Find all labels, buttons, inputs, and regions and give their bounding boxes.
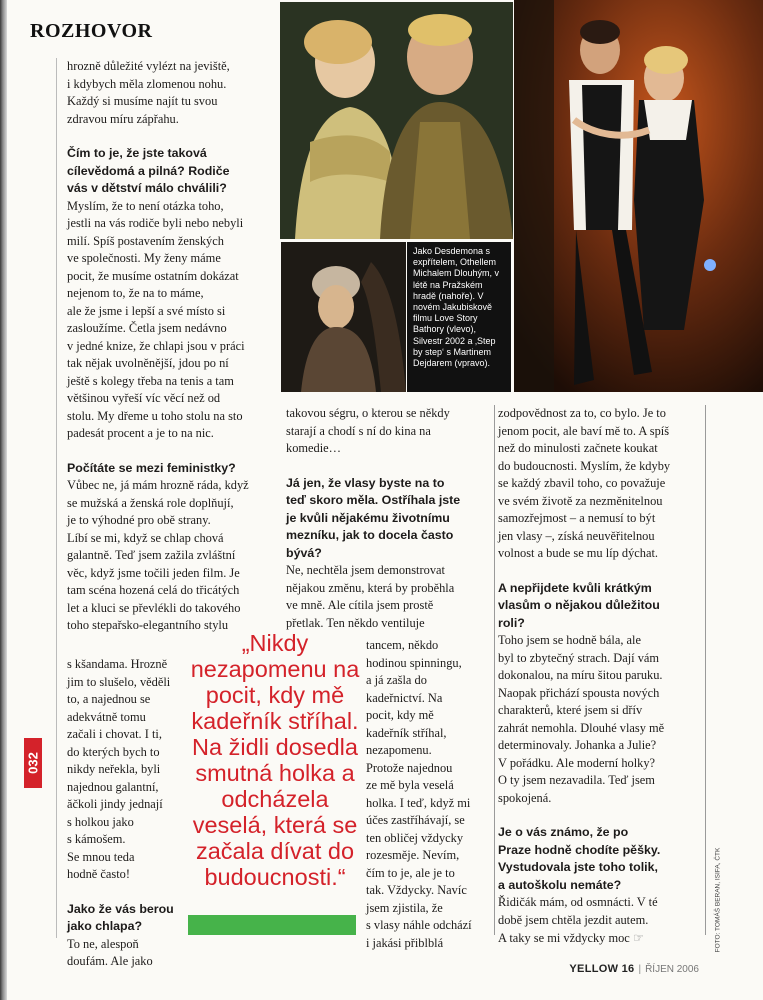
- photo-credit: [712, 847, 724, 953]
- photo-caption: Jako Desdemona s expřítelem, Othellem Michalem Dlouhým, v létě na Pražském hradě (nahoře). V novém Jakubiskově filmu Love Story Bathory (vlevo), Silvestr 2002 a ‚Step by step‘ s Martinem Dejdarem (vpravo).: [407, 242, 511, 392]
- text-column-1: [67, 58, 267, 635]
- question-5: A nepřijdete kvůli krátkým vlasům o nějakou důležitou roli?: [498, 580, 660, 630]
- answer-6: [498, 894, 698, 948]
- section-title: ROZHOVOR: [30, 20, 153, 42]
- answer-4-continued-2: zodpovědnost za to, co bylo. Je to jenom pocit, ale baví mě to. A spíš než do minulosti začnete koukat do budoucnosti. Myslím, že kdyby se každý zbavil toho, co považuje ve svém životě za nezměnitelnou samozřejmost – a nemusí to být jen vlasy –, získá neuvěřitelnou volnost a bude se mu líp dýchat.: [498, 406, 671, 560]
- magazine-name: YELLOW 16: [569, 963, 635, 975]
- issue-date: ŘÍJEN 2006: [645, 964, 699, 975]
- answer-4: Ne, nechtěla jsem demonstrovat nějakou změnu, která by proběhla ve mně. Ale cítila jsem prostě přetlak. Ten někdo ventiluje: [286, 563, 455, 630]
- photo-desdemona-othello: [280, 2, 513, 239]
- answer-1: Myslím, že to není otázka toho, jestli na vás rodiče byli nebo nebyli milí. Spíš postavením ženských ve společnosti. My ženy máme pocit, že musíme ostatním dokázat nejenom to, že na to máme, ale že jsme i lepší a své místo si zasloužíme. Četla jsem nedávno v jedné knize, že chlapi jsou v práci tak nějak uvolněnější, jdou po ní ještě s kolegy třeba na tenis a tam většinou vyřeší víc věcí než od stolu. My dřeme u toho stolu na sto padesát procent a je to na nic.: [67, 198, 245, 440]
- photo-bathory-film-illustration: [281, 242, 406, 392]
- answer-2-continued: s kšandama. Hrozně jim to slušelo, věděli to, a najednou se adekvátně tomu začali i chovat. I ti, do kterých bych to nikdy neřekla, byli najednou galantní, ăčkoli jindy jednají s holkou jako s kámošem. Se mnou teda hodně často!: [67, 657, 171, 881]
- footer-separator: |: [638, 964, 642, 975]
- text-column-3: [498, 405, 698, 948]
- question-4: Já jen, že vlasy byste na to teď skoro měla. Ostříhala jste je kvůli nějakému životnímu mezníku, jak to docela často bývá?: [286, 475, 461, 560]
- column-divider: [494, 405, 495, 935]
- answer-2: Vůbec ne, já mám hrozně ráda, když se mužská a ženská role doplňují, je to výhodné pro obě strany. Líbí se mi, když se chlap chová galantně. Teď jsem zažila zvláštní věc, když jsme točili jeden film. Je tam scéna hozená celá do třicátých let a kluci se převlékli do takového toho stepařsko-elegantního stylu: [67, 478, 249, 632]
- page-number: [24, 738, 42, 788]
- question-6: Je o vás známo, že po Praze hodně chodíte pěšky. Vystudovala jste toho tolik, a autoškolu nemáte?: [498, 825, 661, 892]
- photo-step-by-step: [514, 0, 763, 392]
- answer-intro: hrozně důležité vylézt na jeviště, i kdybych měla zlomenou nohu. Každý si musíme najít tu svou zdravou míru zápřahu.: [67, 59, 230, 126]
- photo-credit-text: FOTO: TOMÁŠ BERAN, ISIFA, ČTK: [714, 847, 722, 953]
- question-2: Počítáte se mezi feministky?: [67, 460, 236, 475]
- pull-quote-bar: [188, 915, 356, 935]
- question-3: Jako že vás berou jako chlapa?: [67, 901, 174, 933]
- page-spine-shadow: [0, 0, 7, 1000]
- photo-bathory-film: [281, 242, 406, 392]
- answer-4-continued: tancem, někdo hodinou spinningu, a já zašla do kadeřnictví. Na pocit, kdy mě kadeřník stříhal, nezapomenu. Protože najednou ze mě byla veselá holka. I teď, když mi účes zastříhávají, se ten obličej vždycky rozesměje. Nevím, čím to je, ale je to tak. Vždycky. Navíc jsem zjistila, že s vlasy náhle odchází i jakási přiblblá: [366, 638, 472, 950]
- question-1: Čím to je, že jste taková cílevědomá a pilná? Rodiče vás v dětství málo chválili?: [67, 146, 230, 195]
- text-column-2-narrow: [366, 637, 486, 952]
- answer-3: To ne, alespoň doufám. Ale jako: [67, 936, 153, 968]
- pull-quote: „Nikdy nezapomenu na pocit, kdy mě kadeřník stříhal. Na židli dosedla smutná holka a odcházela veselá, která se začala dívat do budoucnosti.“: [190, 630, 360, 890]
- text-column-1-narrow: [67, 656, 185, 971]
- continue-arrow-icon: ☞: [632, 930, 645, 945]
- photo-desdemona-othello-illustration: [280, 2, 513, 239]
- photo-step-by-step-illustration: [514, 0, 763, 392]
- answer-3-continued: takovou ségru, o kterou se někdy starají a chodí s ní do kina na komedie…: [286, 406, 450, 455]
- page-number-text: 032: [25, 752, 41, 774]
- column-divider: [56, 58, 57, 938]
- page-footer: [569, 963, 699, 975]
- text-column-2: [286, 405, 486, 632]
- column-divider: [705, 405, 706, 935]
- answer-6-text: Řidičák mám, od osmnácti. V té době jsem chtěla jezdit autem. A taky se mi vždycky moc: [498, 895, 658, 945]
- answer-5: Toho jsem se hodně bála, ale byl to zbytečný strach. Dají vám dokonalou, na míru šitou paruku. Naopak přichází spousta nových charakterů, které jsem si dřív zahrát nemohla. Dlouhé vlasy mě determinovaly. Johanka a Julie? V pořádku. Ale moderní holky? O ty jsem nezavadila. Teď jsem spokojená.: [498, 633, 665, 805]
